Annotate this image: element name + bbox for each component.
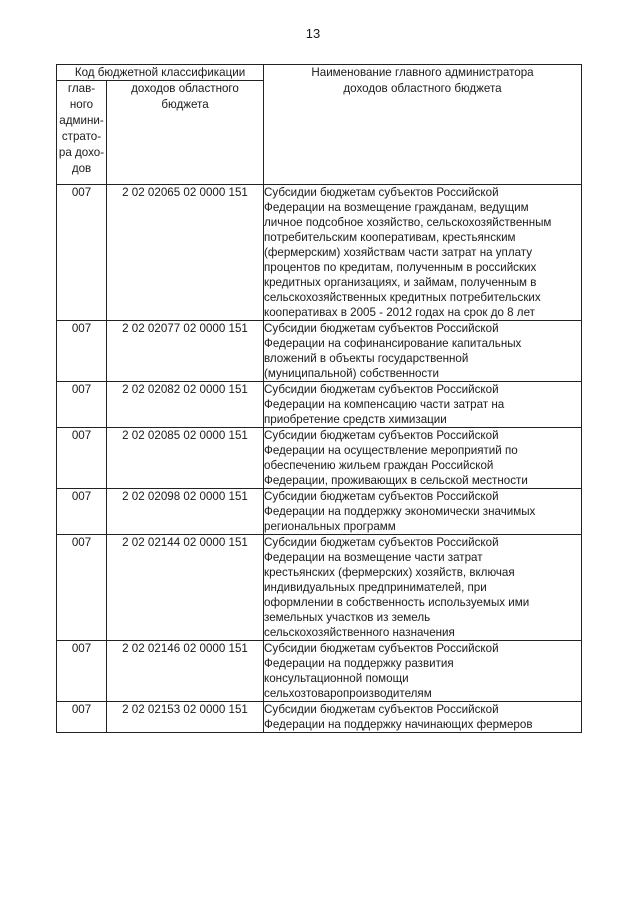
description-line: Федерации на поддержку развития xyxy=(264,657,454,670)
description-line: процентов по кредитам, полученным в российских xyxy=(264,261,537,274)
administrator-code-cell: 007 xyxy=(57,702,107,733)
budget-code-cell: 2 02 02085 02 0000 151 xyxy=(107,428,264,489)
description-line: сельскохозяйственных кредитных потребительских xyxy=(264,291,541,304)
description-line: Субсидии бюджетам субъектов Российской xyxy=(264,703,499,716)
description-line: потребительским кооперативам, крестьянским xyxy=(264,231,516,244)
description-line: Субсидии бюджетам субъектов Российской xyxy=(264,383,499,396)
description-line: кооперативах в 2005 - 2012 годах на срок до 8 лет xyxy=(264,306,535,319)
administrator-code-cell: 007 xyxy=(57,641,107,702)
description-line: (муниципальной) собственности xyxy=(264,367,440,380)
table-header-row-top xyxy=(57,65,582,81)
administrator-code-cell: 007 xyxy=(57,321,107,382)
description-line: региональных программ xyxy=(264,520,396,533)
description-cell xyxy=(264,535,582,641)
description-line: крестьянских (фермерских) хозяйств, включая xyxy=(264,566,515,579)
table-row xyxy=(57,641,582,702)
description-line: сельхозтоваропроизводителям xyxy=(264,687,432,700)
table-row xyxy=(57,535,582,641)
header-name-line: Наименование главного администратора xyxy=(311,66,534,79)
administrator-code-cell: 007 xyxy=(57,185,107,321)
description-line: личное подсобное хозяйство, сельскохозяйственным xyxy=(264,216,552,229)
header-classification-code: Код бюджетной классификации xyxy=(57,65,264,81)
budget-code-cell: 2 02 02146 02 0000 151 xyxy=(107,641,264,702)
header-admin-line: дов xyxy=(71,162,92,175)
description-line: Субсидии бюджетам субъектов Российской xyxy=(264,429,499,442)
description-line: земельных участков из земель xyxy=(264,611,431,624)
header-income-line: бюджета xyxy=(161,98,209,111)
description-line: Субсидии бюджетам субъектов Российской xyxy=(264,490,499,503)
description-line: (фермерским) хозяйствам части затрат на уплату xyxy=(264,246,533,259)
header-admin-line: админи- xyxy=(59,114,104,127)
header-admin-line: страто- xyxy=(61,130,102,143)
header-admin-line: ного xyxy=(69,98,94,111)
description-line: Субсидии бюджетам субъектов Российской xyxy=(264,642,499,655)
description-line: Федерации, проживающих в сельской местности xyxy=(264,474,528,487)
administrator-code-cell: 007 xyxy=(57,428,107,489)
budget-code-cell: 2 02 02077 02 0000 151 xyxy=(107,321,264,382)
description-line: Федерации на поддержку экономически значимых xyxy=(264,505,536,518)
budget-code-cell: 2 02 02153 02 0000 151 xyxy=(107,702,264,733)
description-cell xyxy=(264,641,582,702)
description-line: кредитных организациях, и займам, полученным в xyxy=(264,276,537,289)
table-row xyxy=(57,702,582,733)
budget-code-cell: 2 02 02082 02 0000 151 xyxy=(107,382,264,428)
description-line: приобретение средств химизации xyxy=(264,413,447,426)
description-line: Федерации на софинансирование капитальных xyxy=(264,337,522,350)
table-row xyxy=(57,382,582,428)
budget-code-cell: 2 02 02098 02 0000 151 xyxy=(107,489,264,535)
description-line: Субсидии бюджетам субъектов Российской xyxy=(264,322,499,335)
budget-code-cell: 2 02 02065 02 0000 151 xyxy=(107,185,264,321)
header-administrator-name xyxy=(264,65,582,185)
administrator-code-cell: 007 xyxy=(57,489,107,535)
page-number: 13 xyxy=(305,26,321,41)
description-line: Федерации на компенсацию части затрат на xyxy=(264,398,505,411)
header-chief-administrator xyxy=(57,81,107,185)
description-line: Федерации на возмещение части затрат xyxy=(264,551,483,564)
description-cell xyxy=(264,321,582,382)
description-cell xyxy=(264,428,582,489)
description-line: оформлении в собственность используемых ими xyxy=(264,596,530,609)
description-line: Федерации на возмещение гражданам, ведущим xyxy=(264,201,529,214)
description-line: обеспечению жильем граждан Российской xyxy=(264,459,494,472)
administrator-code-cell: 007 xyxy=(57,535,107,641)
description-line: индивидуальных предпринимателей, при xyxy=(264,581,487,594)
header-name-line: доходов областного бюджета xyxy=(343,82,502,95)
description-cell xyxy=(264,382,582,428)
description-cell xyxy=(264,702,582,733)
description-line: консультационной помощи xyxy=(264,672,409,685)
administrator-code-cell: 007 xyxy=(57,382,107,428)
header-admin-line: ра дохо- xyxy=(58,146,105,159)
description-line: Федерации на осуществление мероприятий по xyxy=(264,444,518,457)
budget-classification-table xyxy=(56,64,582,733)
description-line: сельскохозяйственного назначения xyxy=(264,626,455,639)
budget-code-cell: 2 02 02144 02 0000 151 xyxy=(107,535,264,641)
header-regional-income xyxy=(107,81,264,185)
header-admin-line: глав- xyxy=(67,82,96,95)
table-row xyxy=(57,185,582,321)
description-line: Субсидии бюджетам субъектов Российской xyxy=(264,536,499,549)
description-cell xyxy=(264,489,582,535)
header-income-line: доходов областного xyxy=(131,82,239,95)
description-cell xyxy=(264,185,582,321)
description-line: вложений в объекты государственной xyxy=(264,352,469,365)
table-row xyxy=(57,428,582,489)
description-line: Федерации на поддержку начинающих фермеров xyxy=(264,718,533,731)
description-line: Субсидии бюджетам субъектов Российской xyxy=(264,186,499,199)
table-row xyxy=(57,321,582,382)
table-row xyxy=(57,489,582,535)
